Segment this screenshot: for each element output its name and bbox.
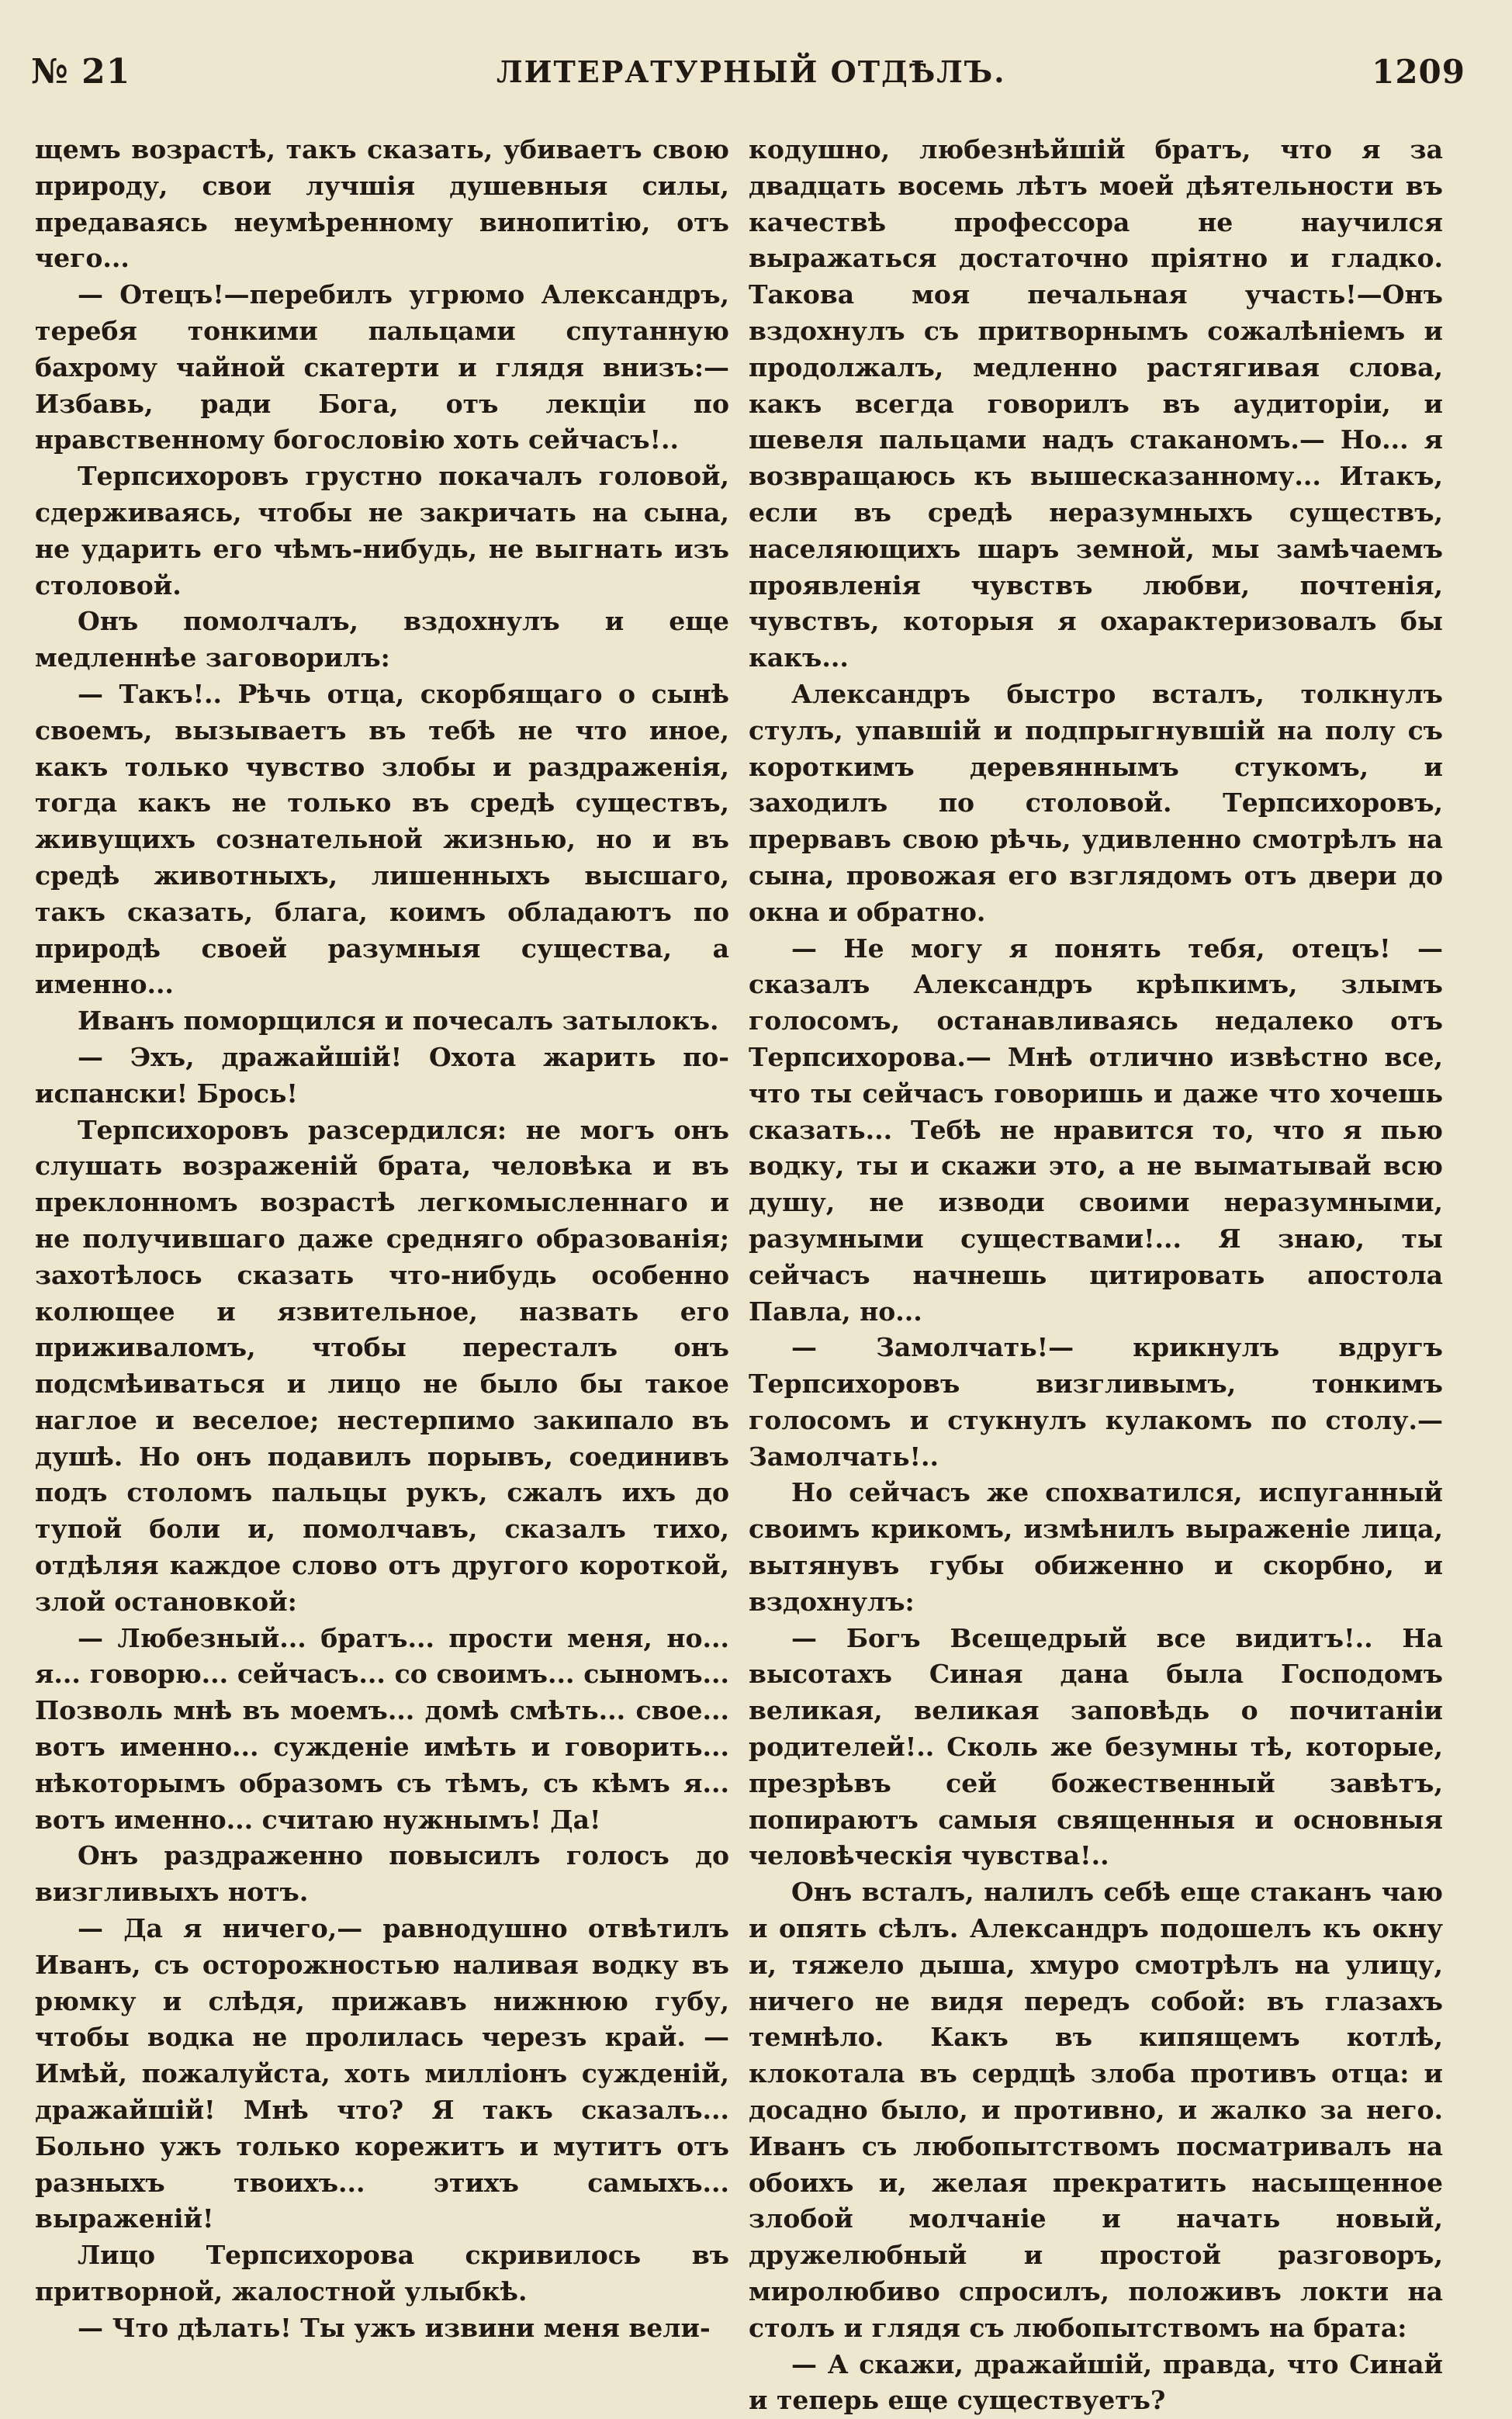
paragraph: — Не могу я понять тебя, отецъ! — сказалъ Александръ крѣпкимъ, злымъ голосомъ, останавливаясь недалеко отъ Терпсихорова.— Мнѣ отлично извѣстно все, что ты сейчасъ говоришь и даже что хочешь сказать... Тебѣ не нравится то, что я пью водку, ты и скажи это, а не выматывай всю душу, не изводи своими неразумными, разумными существами!... Я знаю, ты сейчасъ начнешь цитировать апостола Павла, но... <box>749 933 1443 1327</box>
section-title: ЛИТЕРАТУРНЫЙ ОТДѢЛЪ. <box>497 54 1006 89</box>
paragraph: Онъ раздраженно повысилъ голосъ до визгливыхъ нотъ. <box>35 1840 729 1908</box>
paragraph: — Да я ничего,— равнодушно отвѣтилъ Иванъ, съ осторожностью наливая водку въ рюмку и слѣдя, прижавъ нижнюю губу, чтобы водка не пролилась черезъ край. — Имѣй, пожалуйста, хоть милліонъ сужденій, дражайшій! Мнѣ что? Я такъ сказалъ... Больно ужъ только корежитъ и мутитъ отъ разныхъ твоихъ... этихъ самыхъ... выраженій! <box>35 1913 729 2234</box>
left-column <box>35 132 729 2347</box>
right-column <box>749 132 1443 2419</box>
paragraph: — Замолчать!— крикнулъ вдругъ Терпсихоровъ визгливымъ, тонкимъ голосомъ и стукнулъ кулакомъ по столу.—Замолчать!.. <box>749 1332 1443 1472</box>
paragraph: — Эхъ, дражайшій! Охота жарить по-испански! Брось! <box>35 1041 729 1109</box>
paragraph: Онъ помолчалъ, вздохнулъ и еще медленнѣе заговорилъ: <box>35 606 729 673</box>
paragraph: Но сейчасъ же спохватился, испуганный своимъ крикомъ, измѣнилъ выраженіе лица, вытянувъ губы обиженно и скорбно, и вздохнулъ: <box>749 1477 1443 1617</box>
paragraph: — Богъ Всещедрый все видитъ!.. На высотахъ Синая дана была Господомъ великая, великая заповѣдь о почитаніи родителей!.. Сколь же безумны тѣ, которые, презрѣвъ сей божественный завѣтъ, попираютъ самыя священныя и основныя человѣческія чувства!.. <box>749 1622 1443 1871</box>
paragraph: — Что дѣлать! Ты ужъ извини меня вели- <box>78 2312 711 2343</box>
issue-number: № 21 <box>31 51 131 92</box>
paragraph: Александръ быстро всталъ, толкнулъ стулъ, упавшій и подпрыгнувшій на полу съ короткимъ деревяннымъ стукомъ, и заходилъ по столовой. Терпсихоровъ, прервавъ свою рѣчь, удивленно смотрѣлъ на сына, провожая его взглядомъ отъ двери до окна и обратно. <box>749 678 1443 927</box>
paragraph: — А скажи, дражайшій, правда, что Синай и теперь еще существуетъ? <box>749 2348 1443 2416</box>
paragraph: Иванъ поморщился и почесалъ затылокъ. <box>78 1005 719 1036</box>
paragraph: щемъ возрастѣ, такъ сказать, убиваетъ свою природу, свои лучшія душевныя силы, предаваясь неумѣренному винопитію, отъ чего... <box>35 134 729 274</box>
paragraph: Лицо Терпсихорова скривилось въ притворной, жалостной улыбкѣ. <box>35 2240 729 2307</box>
paragraph: кодушно, любезнѣйшій братъ, что я за двадцать восемь лѣтъ моей дѣятельности въ качествѣ профессора не научился выражаться достаточно пріятно и гладко. Такова моя печальная участь!—Онъ вздохнулъ съ притворнымъ сожалѣніемъ и продолжалъ, медленно растягивая слова, какъ всегда говорилъ въ аудиторіи, и шевеля пальцами надъ стаканомъ.— Но... я возвращаюсь къ вышесказанному... Итакъ, если въ средѣ неразумныхъ существъ, населяющихъ шаръ земной, мы замѣчаемъ проявленія чувствъ любви, почтенія, чувствъ, которыя я охарактеризовалъ бы какъ... <box>749 134 1443 673</box>
paragraph: — Такъ!.. Рѣчь отца, скорбящаго о сынѣ своемъ, вызываетъ въ тебѣ не что иное, какъ только чувство злобы и раздраженія, тогда какъ не только въ средѣ существъ, живущихъ сознательной жизнью, но и въ средѣ животныхъ, лишенныхъ высшаго, такъ сказать, блага, коимъ обладаютъ по природѣ своей разумныя существа, а именно... <box>35 678 729 1000</box>
page-header <box>31 48 1465 95</box>
paragraph: — Любезный... братъ... прости меня, но... я... говорю... сейчасъ... со своимъ... сыномъ... Позволь мнѣ въ моемъ... домѣ смѣть... свое... вотъ именно... сужденіе имѣть и говорить... нѣкоторымъ образомъ съ тѣмъ, съ кѣмъ я... вотъ именно... считаю нужнымъ! Да! <box>35 1622 729 1835</box>
paragraph: Онъ всталъ, налилъ себѣ еще стаканъ чаю и опять сѣлъ. Александръ подошелъ къ окну и, тяжело дыша, хмуро смотрѣлъ на улицу, ничего не видя передъ собой: въ глазахъ темнѣло. Какъ въ кипящемъ котлѣ, клокотала въ сердцѣ злоба противъ отца: и досадно было, и противно, и жалко за него. Иванъ съ любопытствомъ посматривалъ на обоихъ и, желая прекратить насыщенное злобой молчаніе и начать новый, дружелюбный и простой разговоръ, миролюбиво спросилъ, положивъ локти на столъ и глядя съ любопытствомъ на брата: <box>749 1877 1443 2343</box>
paragraph: Терпсихоровъ разсердился: не могъ онъ слушать возраженій брата, человѣка и въ преклонномъ возрастѣ легкомысленнаго и не получившаго даже средняго образованія; захотѣлось сказать что-нибудь особенно колющее и язвительное, назвать его приживаломъ, чтобы пересталъ онъ подсмѣиваться и лицо не было бы такое наглое и веселое; нестерпимо закипало въ душѣ. Но онъ подавилъ порывъ, соединивъ подъ столомъ пальцы рукъ, сжалъ ихъ до тупой боли и, помолчавъ, сказалъ тихо, отдѣляя каждое слово отъ другого короткой, злой остановкой: <box>35 1114 729 1617</box>
paragraph: — Отецъ!—перебилъ угрюмо Александръ, теребя тонкими пальцами спутанную бахрому чайной скатерти и глядя внизъ:— Избавь, ради Бога, отъ лекціи по нравственному богословію хоть сейчасъ!.. <box>35 279 729 455</box>
paragraph: Терпсихоровъ грустно покачалъ головой, сдерживаясь, чтобы не закричать на сына, не ударить его чѣмъ-нибудь, не выгнать изъ столовой. <box>35 461 729 600</box>
page-number: 1209 <box>1372 52 1465 91</box>
